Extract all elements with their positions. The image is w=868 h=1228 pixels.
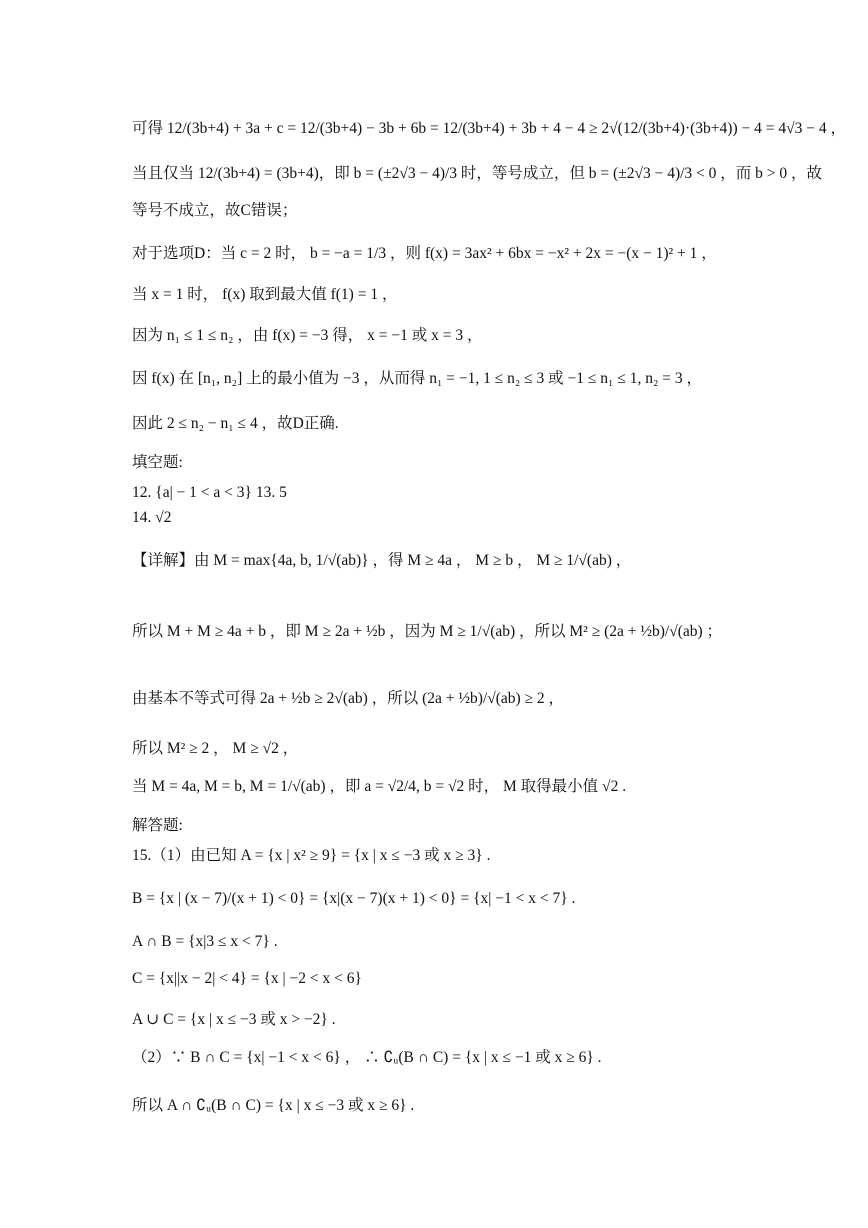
- detail-line-5: 当 M = 4a, M = b, M = 1/√(ab) ，即 a = √2/4, b = √2 时， M 取得最小值 √2 .: [132, 778, 627, 795]
- detail-line-3: 由基本不等式可得 2a + ½b ≥ 2√(ab) ，所以 (2a + ½b)/√(ab) ≥ 2 ，: [132, 690, 565, 707]
- detail-line-1: 【详解】由 M = max{4a, b, 1/√(ab)} ，得 M ≥ 4a ， M ≥ b ， M ≥ 1/√(ab) ，: [132, 552, 632, 569]
- solution-15-line-2: B = {x | (x − 7)/(x + 1) < 0} = {x|(x − 7)(x + 1) < 0} = {x| −1 < x < 7} .: [132, 890, 576, 907]
- text-line-2: 当且仅当 12/(3b+4) = (3b+4)，即 b = (±2√3 − 4)/3 时，等号成立，但 b = (±2√3 − 4)/3 < 0 ，而 b > 0 ，故: [132, 165, 823, 182]
- solution-15-line-7: 所以 A ∩ ∁ᵤ(B ∩ C) = {x | x ≤ −3 或 x ≥ 6} .: [132, 1097, 415, 1114]
- solution-15-line-1: 15.（1）由已知 A = {x | x² ≥ 9} = {x | x ≤ −3 或 x ≥ 3} .: [132, 847, 491, 864]
- answer-14: 14. √2: [132, 509, 172, 526]
- answer-12-13: 12. {a| − 1 < a < 3} 13. 5: [132, 484, 287, 501]
- text-line-1: 可得 12/(3b+4) + 3a + c = 12/(3b+4) − 3b + 6b = 12/(3b+4) + 3b + 4 − 4 ≥ 2√(12/(3b+4)·(3b+4)) − 4 = 4√3 − 4 ，: [132, 120, 846, 137]
- section-fill-in-heading: 填空题:: [132, 454, 183, 471]
- solution-15-line-4: C = {x||x − 2| < 4} = {x | −2 < x < 6}: [132, 970, 362, 987]
- text-line-3: 等号不成立，故C错误；: [132, 202, 298, 219]
- detail-line-2: 所以 M + M ≥ 4a + b ，即 M ≥ 2a + ½b ，因为 M ≥ 1/√(ab) ，所以 M² ≥ (2a + ½b)/√(ab) ；: [132, 623, 723, 640]
- solution-15-line-6: （2）∵ B ∩ C = {x| −1 < x < 6} ， ∴ ∁ᵤ(B ∩ C) = {x | x ≤ −1 或 x ≥ 6} .: [132, 1049, 602, 1066]
- text-line-6: 因为 n₁ ≤ 1 ≤ n₂ ，由 f(x) = −3 得， x = −1 或 x = 3 ，: [132, 327, 483, 344]
- text-line-4: 对于选项D：当 c = 2 时， b = −a = 1/3 ，则 f(x) = 3ax² + 6bx = −x² + 2x = −(x − 1)² + 1 ，: [132, 245, 717, 262]
- section-answer-heading: 解答题:: [132, 817, 183, 834]
- text-line-8: 因此 2 ≤ n₂ − n₁ ≤ 4 ，故D正确.: [132, 415, 339, 432]
- solution-15-line-5: A ∪ C = {x | x ≤ −3 或 x > −2} .: [132, 1011, 336, 1028]
- text-line-7: 因 f(x) 在 [n₁, n₂] 上的最小值为 −3 ，从而得 n₁ = −1, 1 ≤ n₂ ≤ 3 或 −1 ≤ n₁ ≤ 1, n₂ = 3 ，: [132, 370, 702, 387]
- text-line-5: 当 x = 1 时， f(x) 取到最大值 f(1) = 1 ，: [132, 286, 398, 303]
- detail-line-4: 所以 M² ≥ 2 ， M ≥ √2 ，: [132, 740, 299, 757]
- solution-15-line-3: A ∩ B = {x|3 ≤ x < 7} .: [132, 933, 278, 950]
